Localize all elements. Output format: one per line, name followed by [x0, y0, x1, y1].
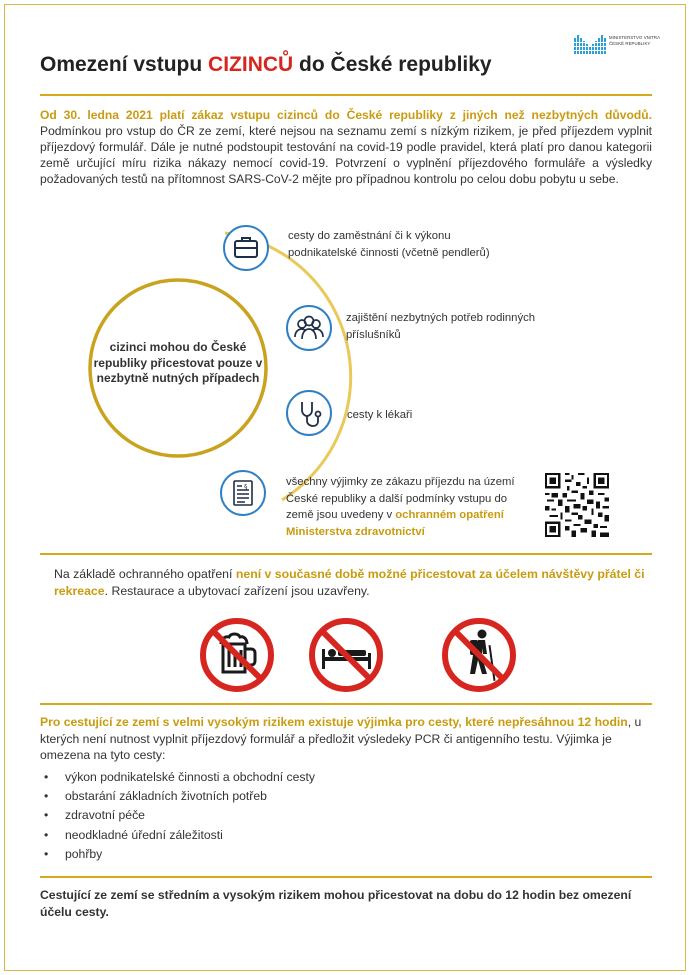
item-rules-text: [286, 474, 526, 540]
exception-lead: Pro cestující ze zemí s velmi vysokým rizikem existuje výjimka pro cesty, které nepřesáhnou 12 hodin: [40, 715, 628, 729]
beer-prohibited-icon: [199, 617, 275, 693]
title-divider: [40, 94, 652, 96]
stethoscope-icon: [286, 390, 332, 436]
qr-code-icon[interactable]: [545, 473, 609, 537]
title-after: do České republiky: [293, 53, 492, 76]
section-divider-2: [40, 703, 652, 705]
diagram-center-text: cizinci mohou do České republiky přicestovat pouze v nezbytně nutných případech: [93, 340, 263, 385]
list-item: • neodkladné úřední záležitosti: [44, 826, 315, 845]
closing-paragraph: Cestující ze zemí se středním a vysokým rizikem mohou přicestovat na dobu do 12 hodin bez omezení účelu cesty.: [40, 888, 632, 919]
exception-list: [44, 768, 315, 864]
item-doctor-text: cesty k lékaři: [347, 409, 413, 421]
page-title: [40, 53, 492, 77]
notice-paragraph: [54, 566, 654, 599]
item-rules-text-before: všechny výjimky ze zákazu příjezdu na území České republiky a další podmínky vstupu do země jsou uvedeny v: [286, 476, 515, 521]
exception-body: , u kterých není nutnost vyplnit příjezdový formulář a předložit výsledeky PCR či antigenního testu. Výjimka je omezena na tyto cesty:: [40, 715, 642, 762]
svg-text:§: §: [244, 483, 248, 491]
document-icon: [220, 470, 266, 516]
intro-body: Podmínkou pro vstup do ČR ze zemí, které nejsou na seznamu zemí s nízkým rizikem, je před příjezdem vyplnit příjezdový formulář. Dále je nutné podstoupit testování na covid-19 podle pravidel, která platí pro danou kategorii země určující míru rizika nákazy nemocí covid-19. Potvrzení o vyplnění příjezdového formuláře a výsledky požadovaných testů na přítomnost SARS-CoV-2 mějte pro případnou kontrolu po celou dobu pobytu u sebe.: [40, 124, 652, 186]
list-item: • obstarání základních životních potřeb: [44, 787, 315, 806]
family-icon: [286, 305, 332, 351]
section-divider-3: [40, 876, 652, 878]
notice-before: Na základě ochranného opatření: [54, 567, 236, 581]
list-item: • zdravotní péče: [44, 806, 315, 825]
intro-lead: Od 30. ledna 2021 platí zákaz vstupu cizinců do České republiky z jiných než nezbytných důvodů.: [40, 108, 652, 122]
item-family-text: zajištění nezbytných potřeb rodinných příslušníků: [346, 312, 536, 341]
title-highlight: CIZINCŮ: [208, 53, 294, 76]
briefcase-icon: [223, 225, 269, 271]
item-work-text: cesty do zaměstnání či k výkonu podnikatelské činnosti (včetně pendlerů): [288, 230, 490, 259]
protective-measure-link[interactable]: ochranném opatření Ministerstva zdravotnictví: [286, 509, 504, 538]
list-item: • pohřby: [44, 845, 315, 864]
list-item: • výkon podnikatelské činnosti a obchodní cesty: [44, 768, 315, 787]
intro-paragraph: [40, 107, 652, 187]
title-before: Omezení vstupu: [40, 53, 209, 76]
bed-prohibited-icon: [308, 617, 384, 693]
ministry-logo-text: MINISTERSTVO VNITRA ČESKÉ REPUBLIKY: [609, 35, 661, 46]
notice-after: . Restaurace a ubytovací zařízení jsou uzavřeny.: [104, 583, 370, 598]
ministry-logo: [574, 30, 664, 54]
section-divider-1: [40, 553, 652, 555]
hiking-prohibited-icon: [441, 617, 517, 693]
ministry-logo-mark-icon: [574, 30, 606, 54]
notice-highlight: není v současné době možné přicestovat za účelem návštěvy přátel či rekreace: [54, 567, 645, 598]
exception-paragraph: [40, 714, 652, 764]
